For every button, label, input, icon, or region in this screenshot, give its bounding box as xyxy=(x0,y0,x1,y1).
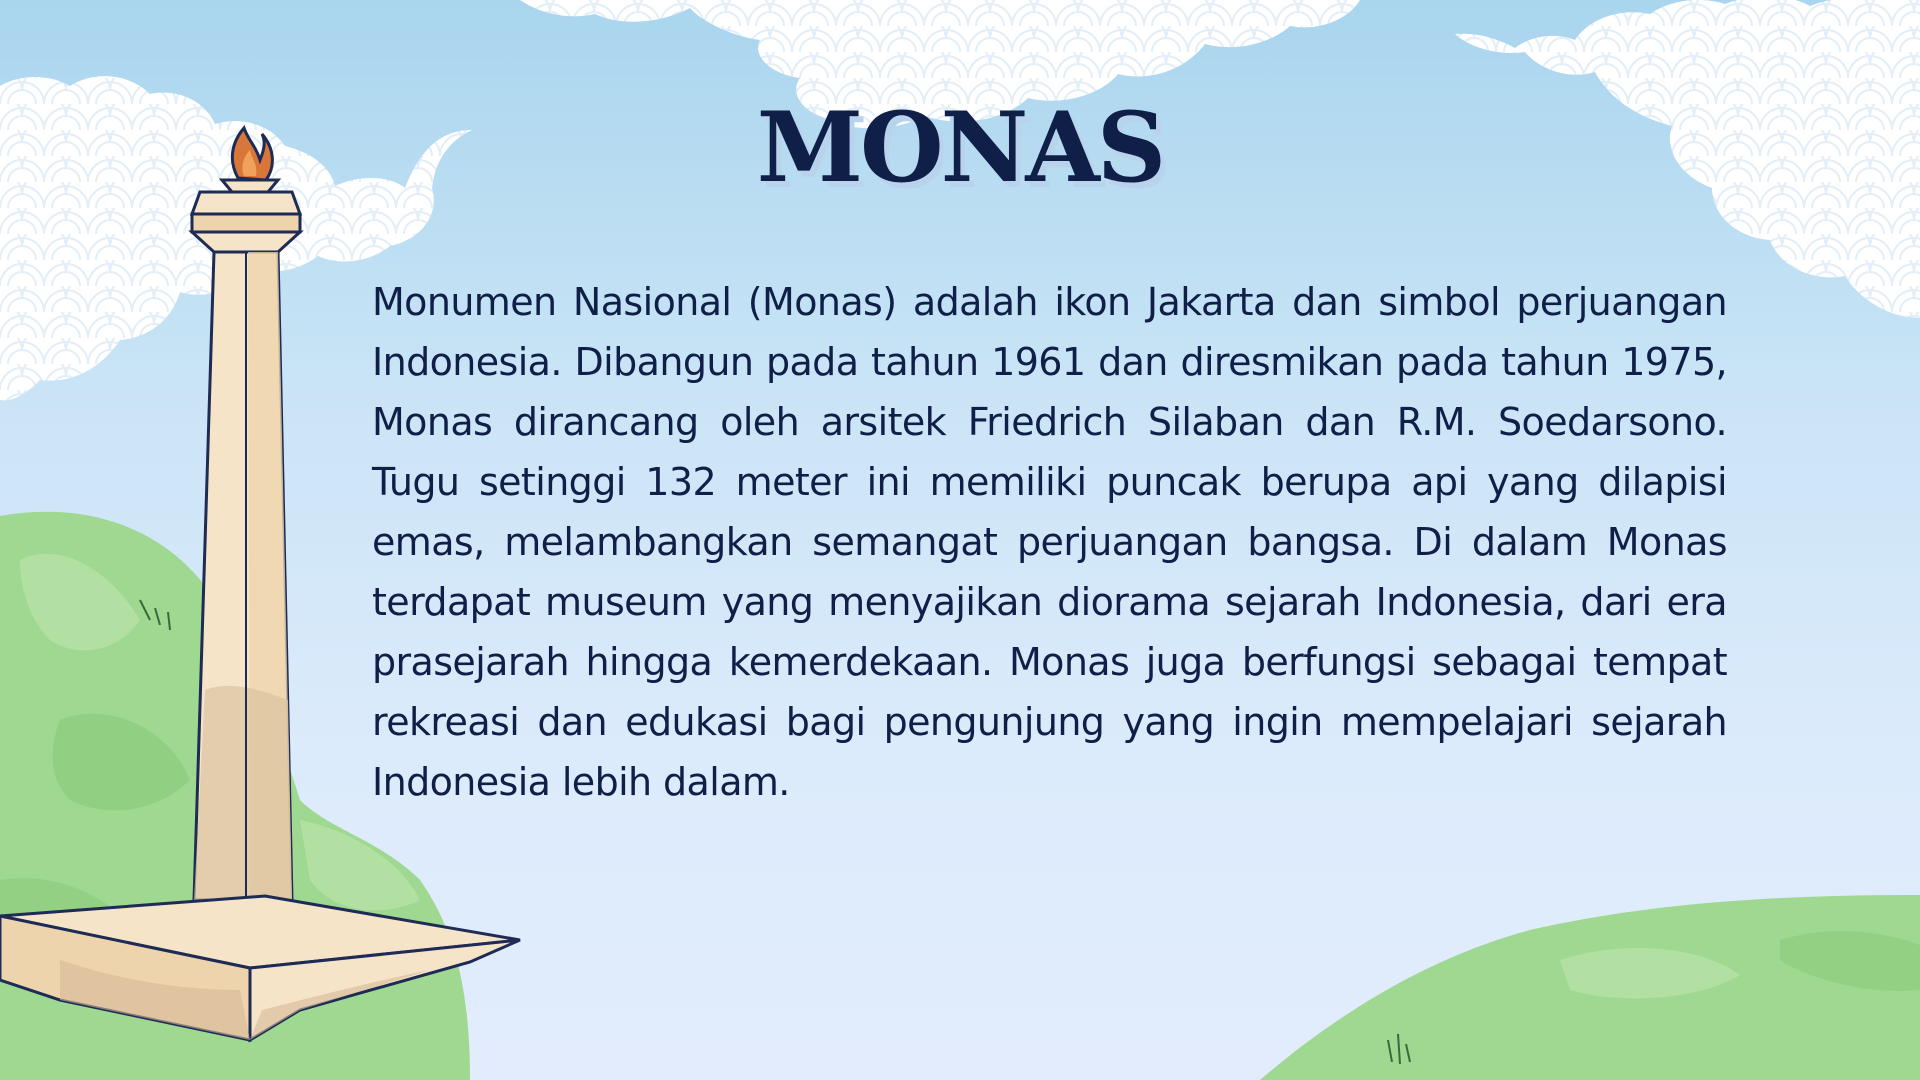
page-title: MONAS xyxy=(756,91,1164,204)
cloud-top-right xyxy=(1455,0,1920,318)
description-paragraph: Monumen Nasional (Monas) adalah ikon Jakarta dan simbol perjuangan Indonesia. Dibangun pada tahun 1961 dan diresmikan pada tahun 1975, Monas dirancang oleh arsitek Friedrich Silaban dan R.M. Soedarsono. Tugu setinggi 132 meter ini memiliki puncak berupa api yang dilapisi emas, melambangkan semangat perjuangan bangsa. Di dalam Monas terdapat museum yang menyajikan diorama sejarah Indonesia, dari era prasejarah hingga kemerdekaan. Monas juga berfungsi sebagai tempat rekreasi dan edukasi bagi pengunjung yang ingin mempelajari sejarah Indonesia lebih dalam. xyxy=(372,280,1727,804)
hill-right xyxy=(1260,895,1920,1080)
